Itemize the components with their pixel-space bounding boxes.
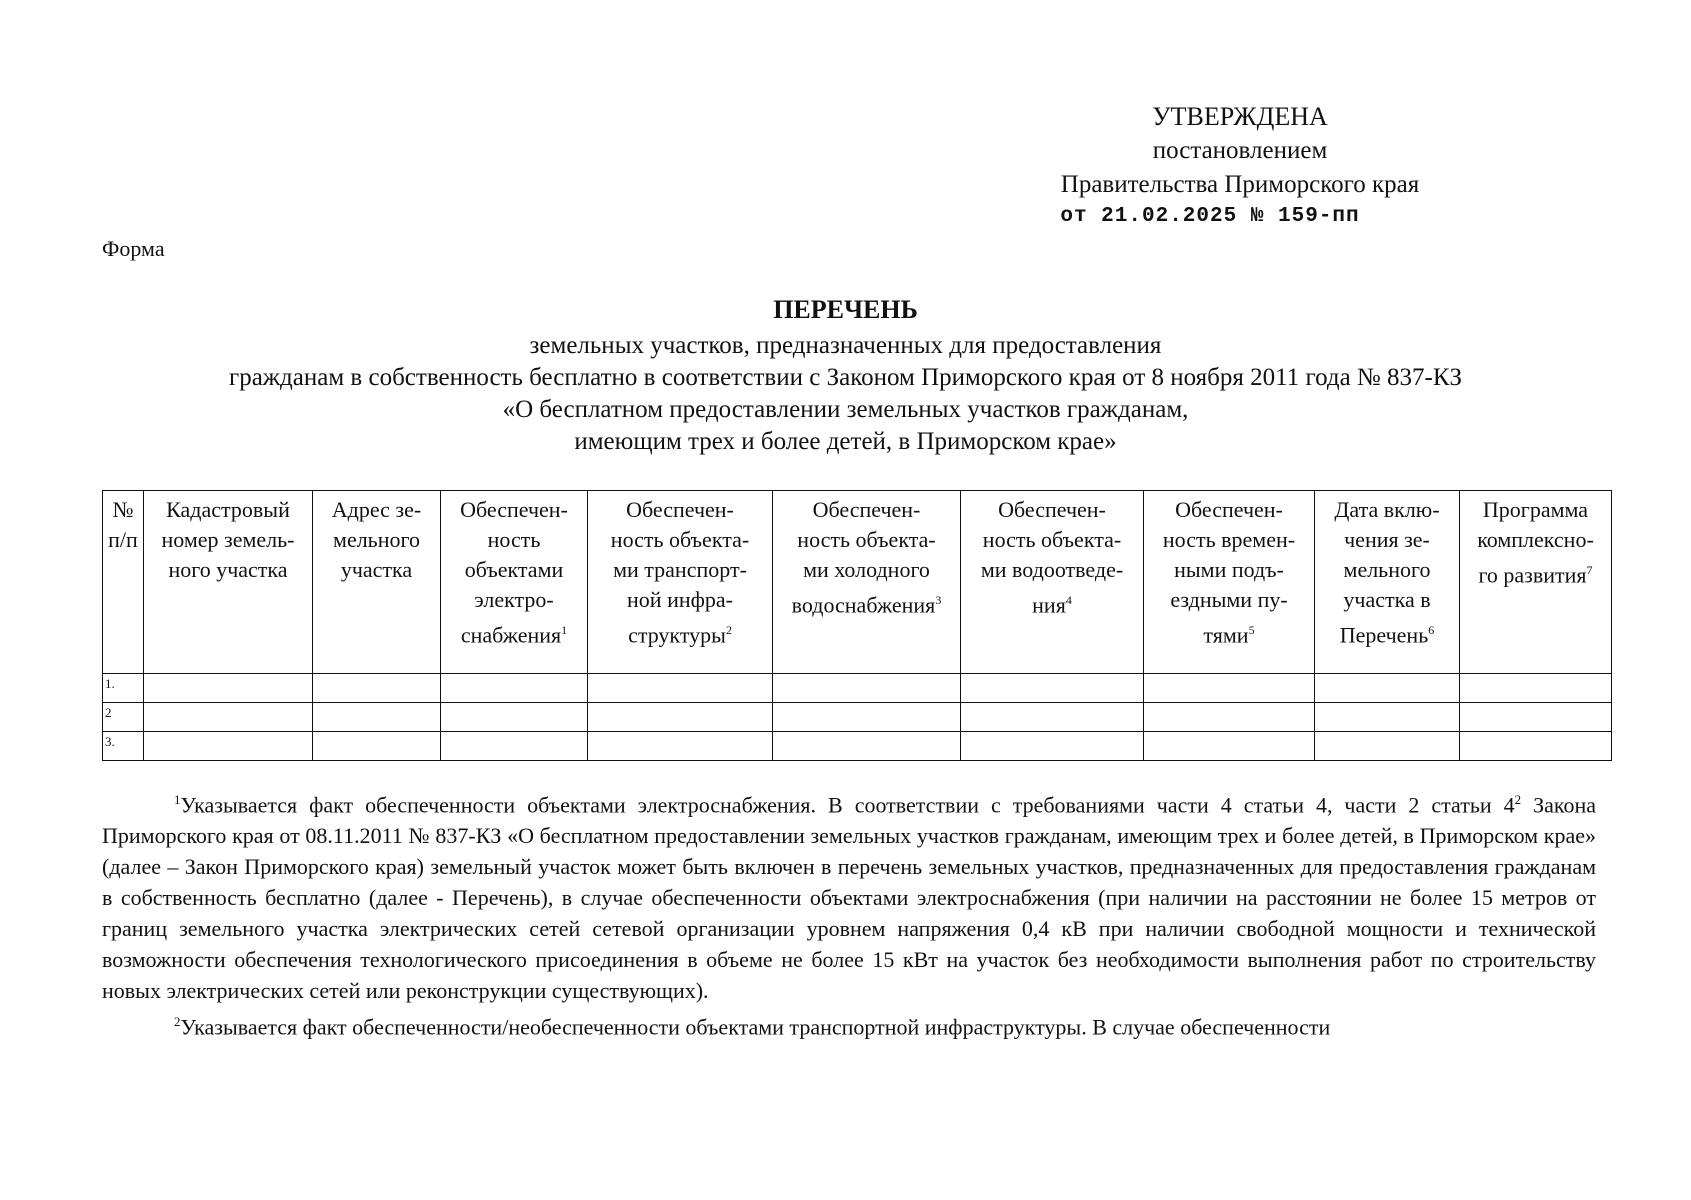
- footnote-mark: 2: [1514, 792, 1522, 807]
- footnote-1: $^1$Указывается факт обеспеченности объектами электроснабжения. В соответствии с требованиями части 4 статьи 4, части 2 статьи $4^2$ Закона Приморского края от 08.11.2011 № 837-КЗ «О бесплатном предоставлении земельных участков гражданам, имеющим трех и более детей, в Приморском крае» (далее – Закон Приморского края) земельный участок может быть включен в перечень земельных участков, предназначенных для предоставления гражданам в собственность бесплатно (далее - Перечень), в случае обеспеченности объектами электроснабжения (при наличии на расстоянии не более 15 метров от границ земельного участка электрических сетей сетевой организации уровнем напряжения 0,4 кВ при наличии свободной мощности и технической возможности обеспечения технологического присоединения в объеме не более 15 кВт на участок без необходимости выполнения работ по строительству новых электрических сетей или реконструкции существующих).: [102, 792, 1596, 1004]
- col-cold-water-header: Обеспечен- ность объекта- ми холодного водоснабжения$^3$: [773, 491, 961, 674]
- subtitle-line: земельных участков, предназначенных для предоставления: [529, 332, 1162, 359]
- footnote-ref: 5: [1248, 623, 1255, 637]
- subtitle-line: «О бесплатном предоставлении земельных участков гражданам,: [502, 396, 1189, 423]
- col-inclusion-date-header: Дата вклю- чения зе- мельного участка в Перечень$^6$: [1315, 491, 1460, 674]
- col-address-header: Адрес зе- мельного участка: [313, 491, 441, 674]
- row-number: 1.: [103, 674, 144, 703]
- form-label: Форма: [102, 236, 165, 261]
- footnote-mark: 2: [174, 1014, 181, 1030]
- col-sewage-header: Обеспечен- ность объекта- ми водоотведе- ния$^4$: [961, 491, 1144, 674]
- approval-block: [1000, 100, 1480, 232]
- col-access-roads-header: Обеспечен- ность времен- ными подъ- ездными пу- тями$^5$: [1144, 491, 1315, 674]
- approval-title: УТВЕРЖДЕНА: [1152, 102, 1328, 131]
- col-cadastral-number-header: Кадастровый номер земель- ного участка: [144, 491, 313, 674]
- col-number-header: № п/п: [103, 491, 144, 674]
- document-subtitle: [0, 330, 1691, 458]
- col-development-program-header: Программа комплексно- го развития$^7$: [1460, 491, 1612, 674]
- footnote-mark: 1: [174, 792, 181, 807]
- table-row: [103, 732, 1612, 761]
- footnote-ref: 1: [561, 623, 568, 637]
- footnote-2: $^2$Указывается факт обеспеченности/необеспеченности объектами транспортной инфраструктуры. В случае обеспеченности: [174, 1014, 1331, 1040]
- subtitle-line: имеющим трех и более детей, в Приморском крае»: [574, 428, 1117, 455]
- row-number: 3.: [103, 732, 144, 761]
- footnotes: [102, 784, 1596, 1043]
- footnote-ref: 3: [935, 593, 942, 607]
- land-plots-table: [102, 490, 1612, 761]
- table-row: [103, 703, 1612, 732]
- table-row: [103, 674, 1612, 703]
- col-transport-header: Обеспечен- ность объекта- ми транспорт- ной инфра- структуры$^2$: [588, 491, 773, 674]
- approval-line-2: Правительства Приморского края: [1060, 171, 1420, 198]
- subtitle-line: гражданам в собственность бесплатно в соответствии с Законом Приморского края от 8 ноября 2011 года № 837-КЗ: [228, 364, 1463, 391]
- document-title: ПЕРЕЧЕНЬ: [773, 295, 918, 324]
- footnote-ref: 6: [1428, 623, 1435, 637]
- col-electricity-header: Обеспечен- ность объектами электро- снабжения$^1$: [441, 491, 588, 674]
- row-number: 2: [103, 703, 144, 732]
- approval-stamp: от 21.02.2025 № 159-пп: [1060, 205, 1360, 228]
- footnote-ref: 7: [1586, 563, 1593, 577]
- approval-line-1: постановлением: [1152, 137, 1328, 164]
- footnote-ref: 2: [725, 623, 732, 637]
- table-header-row: [103, 491, 1612, 674]
- footnote-ref: 4: [1065, 593, 1072, 607]
